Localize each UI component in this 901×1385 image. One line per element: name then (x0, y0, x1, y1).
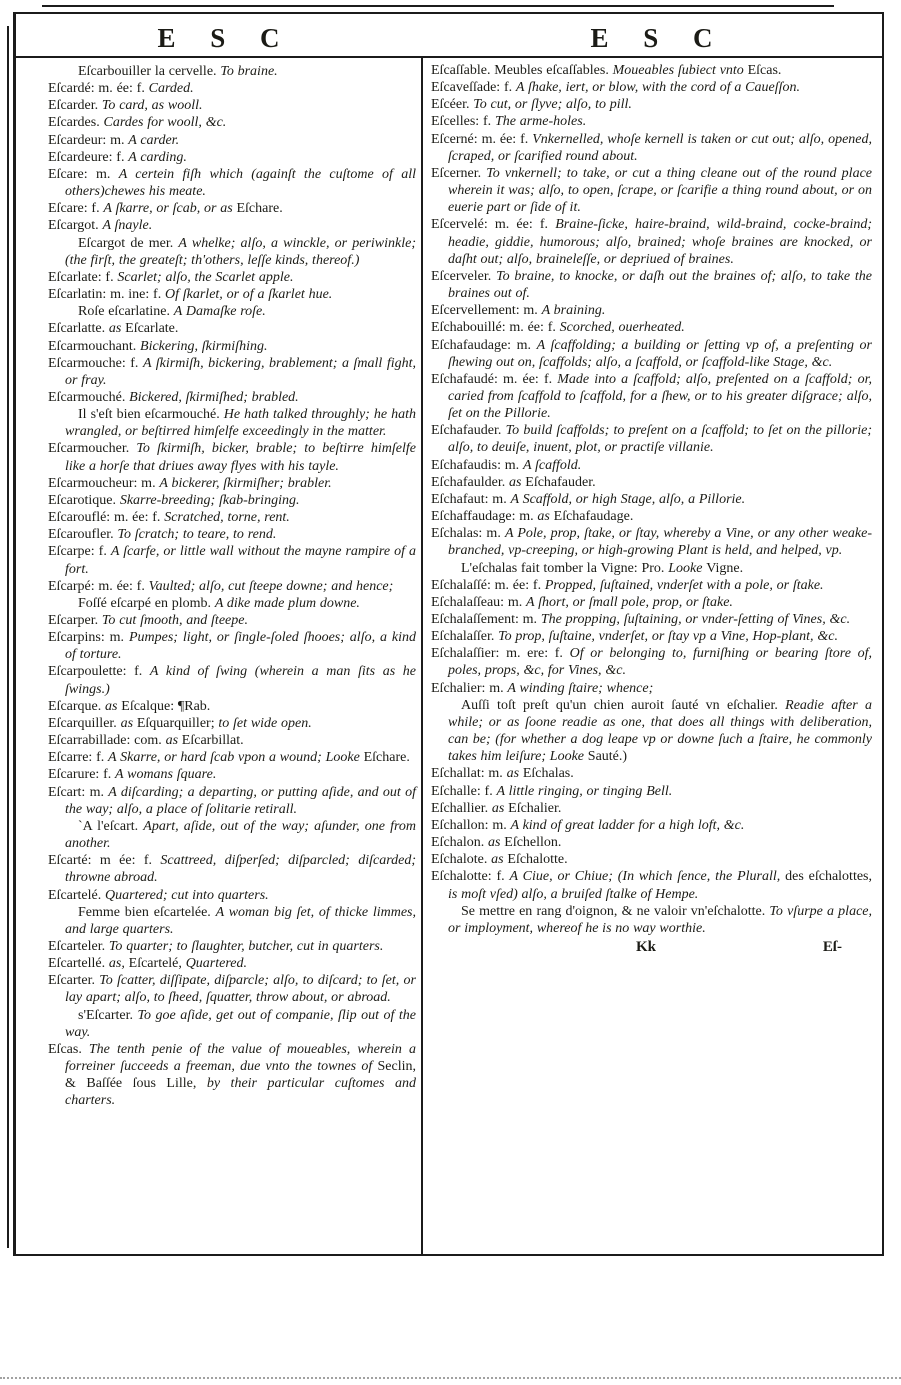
headword-text: Eſcardé: m. ée: f. (48, 81, 149, 97)
headword-text: Eſcarquiller. (48, 715, 121, 731)
dictionary-entry (431, 165, 872, 216)
dictionary-entry (431, 817, 872, 834)
dictionary-entry (48, 132, 416, 149)
gloss-text: A braining. (541, 303, 606, 319)
headword-text: Eſcas. (747, 63, 782, 78)
headword-text: Eſchafaudage: m. (431, 337, 537, 353)
dictionary-entry (48, 663, 416, 697)
gloss-text: The tenth penie of the value of moueables, wherein a forreiner ſucceeds a freeman, due vnto the townes of (65, 1041, 416, 1075)
gloss-text: Quartered. (185, 956, 247, 972)
headword-text: Eſcarmoucher. (48, 441, 137, 457)
gloss-text: as (537, 509, 554, 525)
gloss-text: A Ciue, or Chiue; (In which ſence, the Plurall, (509, 869, 786, 885)
dictionary-entry (431, 216, 872, 267)
headword-text: Eſchalaſſeau: m. (431, 594, 527, 610)
dictionary-subentry (48, 818, 416, 852)
gloss-text: A woman big ſet, of thicke limmes, and large quarters. (65, 904, 416, 937)
headword-text: Eſcarteler. (48, 938, 109, 954)
running-head-right: E S C (590, 23, 727, 53)
dictionary-entry (431, 680, 872, 697)
dictionary-entry (48, 80, 416, 97)
gloss-text: To goe aſide, get out of companie, ſlip out of the way. (65, 1007, 417, 1040)
dictionary-entry (48, 629, 416, 663)
signature-line (431, 938, 872, 956)
headword-text: Eſcarpe: f. (48, 544, 111, 560)
dictionary-entry (431, 113, 872, 130)
headword-text: Eſcarbouiller la cervelle. (78, 64, 221, 79)
headword-text: Eſchabouillé: m. ée: f. (431, 320, 560, 336)
gloss-text: To ſkirmiſh, bicker, brable; to beſtirre himſelfe like a horſe that driues away flyes with his tayle. (65, 441, 416, 474)
headword-text: Eſchalote. (431, 852, 492, 868)
running-head-left: E S C (157, 23, 294, 53)
headword-text: Eſchalier. (508, 800, 562, 816)
gloss-text: Braine-ſicke, haire-braind, wild-braind, cocke-braind; headie, giddie, humorous; alſo, brained; whoſe braines are knocked, or daſht out; alſo, braineleſſe, or depriued of braines. (448, 217, 872, 267)
dictionary-entry (431, 319, 872, 336)
headword-text: Eſcarter. (48, 973, 100, 989)
headword-text: Eſchafaulder. (431, 474, 510, 490)
dictionary-entry (431, 422, 872, 456)
page-bottom-edge (0, 1377, 901, 1379)
catchword: Eſ- (822, 938, 842, 955)
gloss-text: A bickerer, ſkirmiſher; brabler. (159, 475, 332, 491)
dictionary-entry (48, 114, 416, 131)
dictionary-entry (48, 543, 416, 577)
gloss-text: Bickering, ſkirmiſhing. (140, 338, 268, 354)
headword-text: Eſcargot de mer. (78, 235, 179, 251)
gloss-text: A Skarre, or hard ſcab vpon a wound; Looke (108, 750, 364, 766)
dictionary-entry (48, 749, 416, 766)
gloss-text: To ſcratch; to teare, to rend. (117, 527, 277, 543)
gloss-text: Pumpes; light, or ſingle-ſoled ſhooes; alſo, a kind of torture. (65, 630, 416, 663)
dictionary-entry (48, 526, 416, 543)
dictionary-entry (431, 868, 872, 902)
headword-text: Eſchalier: m. (431, 680, 508, 696)
dictionary-entry (431, 62, 872, 79)
headword-text: Seclin, & Baſſée ſous Lille, (65, 1059, 416, 1092)
dictionary-entry (48, 286, 416, 303)
headword-text: Eſcarre: f. (48, 750, 109, 766)
dictionary-entry (431, 371, 872, 422)
gloss-text: Moueables ſubiect vnto (612, 63, 748, 78)
page-frame (13, 12, 884, 1256)
gloss-text: A carding. (128, 149, 187, 165)
outer-left-rule (7, 26, 9, 1248)
dictionary-entry (48, 217, 416, 234)
dictionary-entry (48, 972, 416, 1006)
dictionary-entry (431, 491, 872, 508)
dictionary-entry (431, 268, 872, 302)
gloss-text: A whelke; alſo, a winckle, or periwinkle; (the firſt, the greateſt; th'others, leſſe kinds, thereof.) (65, 235, 416, 268)
headword-text: Eſcerveler. (431, 268, 497, 284)
headword-text: Eſchaffaudage: m. (431, 509, 538, 525)
gloss-text: Bickered, ſkirmiſhed; brabled. (129, 389, 299, 405)
headword-text: Eſcalque: ¶Rab. (121, 698, 211, 714)
headword-text: Eſcarlate: f. (48, 269, 118, 285)
gloss-text: as (120, 715, 137, 731)
gloss-text: A kind of ſwing (wherein a man ſits as he ſwings.) (65, 664, 416, 697)
dictionary-entry (48, 766, 416, 783)
headword-text: Eſchalotte: f. (431, 869, 510, 885)
dictionary-subentry (431, 697, 872, 766)
headword-text: Eſchalaſſier: m. ere: f. (431, 646, 570, 662)
headword-text: Eſcarure: f. (48, 767, 116, 783)
gloss-text: A Pole, prop, ſtake, or ſtay, whereby a Vine, or any other weake-branched, vp-creeping, or high-growing Plant is held, and helped, vp. (448, 526, 872, 559)
headword-text: Eſcarotique. (48, 492, 120, 508)
headword-text: Eſcart: m. (48, 784, 109, 800)
dictionary-entry (48, 578, 416, 595)
headword-text: Eſchafaudage. (553, 509, 634, 525)
dictionary-subentry (48, 406, 416, 440)
headword-text: Eſcarbillat. (181, 733, 244, 749)
headword-text: Eſcare: f. (48, 201, 104, 217)
dictionary-subentry (48, 235, 416, 269)
gloss-text: A ſkarre, or ſcab, or as (103, 201, 237, 217)
gloss-text: A little ringing, or tinging Bell. (496, 783, 673, 799)
gloss-text: as (491, 800, 509, 816)
headword-text: Eſchellon. (504, 835, 562, 851)
headword-text: Eſcardes. (48, 115, 104, 131)
dictionary-entry (48, 732, 416, 749)
gloss-text: A certein fiſh which (againſt the cuſtome of all others)chewes his meate. (65, 166, 416, 200)
dictionary-entry (431, 611, 872, 628)
dictionary-entry (431, 525, 872, 559)
headword-text: Eſcarper. (48, 613, 102, 628)
headword-text: Eſchafaut: m. (431, 491, 511, 507)
gloss-text: Vaulted; alſo, cut ſteepe downe; and hence; (148, 578, 394, 594)
headword-text: Eſcartellé. (48, 956, 109, 972)
gloss-text: To ſcatter, diſſipate, diſparcle; alſo, to diſcard; to ſet, or lay apart; alſo, to ſheed, ſquatter, throw about, or abroad. (65, 973, 416, 1006)
dictionary-entry (431, 302, 872, 319)
gloss-text: A winding ſtaire; whence; (507, 680, 654, 696)
gloss-text: as (488, 835, 505, 851)
gloss-text: Scratched, torne, rent. (164, 510, 290, 526)
dictionary-subentry (48, 63, 416, 80)
headword-text: Eſchare. (236, 201, 283, 217)
headword-text: Eſcarté: m ée: f. (48, 853, 161, 869)
headword-text: Eſchafauder. (431, 423, 506, 439)
gloss-text: as (491, 852, 508, 868)
gloss-text: as, (108, 956, 129, 972)
gloss-text: A kind of great ladder for a high loft, &c. (510, 817, 745, 833)
gloss-text: To braine, to knocke, or daſh out the braines of; alſo, to take the braines out of. (448, 268, 872, 302)
gloss-text: as (105, 698, 122, 714)
dictionary-entry (48, 1041, 416, 1110)
headword-text: L'eſchalas fait tomber la Vigne: Pro. (461, 560, 669, 576)
gloss-text: is moſt vſed) alſo, a bruiſed ſtalke of Hempe. (448, 886, 699, 902)
gloss-text: to ſet wide open. (218, 715, 312, 731)
dictionary-entry (48, 698, 416, 715)
dictionary-entry (431, 79, 872, 96)
headword-text: Eſcervellement: m. (431, 303, 542, 319)
gloss-text: Carded. (148, 81, 194, 97)
headword-text: Eſcas. (48, 1041, 89, 1057)
dictionary-entry (431, 800, 872, 817)
gloss-text: A Scaffold, or high Stage, alſo, a Pillorie. (510, 491, 746, 507)
dictionary-subentry (48, 904, 416, 938)
gloss-text: He hath talked throughly; he hath wrangled, or beſtirred himſelfe exceedingly in the matter. (65, 407, 416, 440)
dictionary-entry (48, 440, 416, 474)
gloss-text: A Damaſke roſe. (173, 304, 266, 320)
gloss-text: as (108, 321, 126, 337)
gloss-text: by their particular cuſtomes and charters. (65, 1076, 416, 1109)
dictionary-entry (48, 338, 416, 355)
dictionary-entry (48, 149, 416, 166)
dictionary-entry (431, 645, 872, 679)
gloss-text: A carder. (128, 132, 180, 148)
headword-text: Eſcartelé, (128, 956, 186, 972)
gloss-text: Readie after a while; or as ſoone readie as one, that does all things with deliberation, can be; (for whether a dog leape vp or downe ſuch a ſtaire, he commonly takes him leiſure; Looke (448, 697, 872, 765)
headword-text: Eſcaſſable. Meubles eſcaſſables. (431, 63, 613, 78)
headword-text: Eſchafauder. (525, 474, 596, 490)
dictionary-subentry (48, 595, 416, 612)
headword-text: Eſcarlate. (125, 321, 179, 337)
headword-text: Se mettre en rang d'oignon, & ne valoir vn'eſchalotte. (461, 903, 770, 919)
headword-text: Eſchafaudis: m. (431, 457, 523, 473)
headword-text: Eſcarpins: m. (48, 630, 129, 646)
headword-text: Eſcarlatte. (48, 321, 109, 337)
dictionary-entry (48, 320, 416, 337)
gloss-text: To card, as wooll. (101, 98, 203, 114)
dictionary-entry (431, 765, 872, 782)
outer-top-rule (42, 5, 834, 7)
gloss-text: To cut ſmooth, and ſteepe. (101, 613, 248, 628)
headword-text: Eſcare: m. (48, 166, 119, 182)
dictionary-entry (431, 783, 872, 800)
page-header (16, 14, 882, 58)
headword-text: Eſcarder. (48, 98, 102, 114)
right-column (423, 58, 882, 1254)
gloss-text: Of or belonging to, furniſhing or bearing ſtore of, poles, props, &c, for Vines, &c. (448, 646, 872, 679)
gloss-text: Scarlet; alſo, the Scarlet apple. (117, 269, 294, 285)
headword-text: Eſcéer. (431, 97, 474, 113)
gloss-text: To vnkernell; to take, or cut a thing cleane out of the round place wherein it was; alſo, to open, ſcrape, or ſcarifie a thing round about, or on euerie part or ſide of it. (448, 165, 872, 216)
gloss-text: A ſkirmiſh, bickering, brablement; a ſmall fight, or fray. (65, 355, 416, 388)
dictionary-entry (48, 887, 416, 904)
gloss-text: Skarre-breeding; ſkab-bringing. (119, 492, 300, 508)
gloss-text: A ſnayle. (102, 218, 153, 234)
gloss-text: To cut, or ſlyve; alſo, to pill. (473, 97, 632, 113)
headword-text: `A l'eſcart. (78, 818, 144, 834)
gloss-text: A dike made plum downe. (214, 595, 360, 611)
dictionary-entry (431, 474, 872, 491)
gloss-text: To quarter; to ſlaughter, butcher, cut in quarters. (108, 938, 384, 954)
dictionary-entry (48, 492, 416, 509)
dictionary-entry (431, 96, 872, 113)
gloss-text: Scattreed, diſperſed; diſparcled; diſcarded; throwne abroad. (65, 853, 416, 886)
dictionary-subentry (48, 303, 416, 320)
gloss-text: A womans ſquare. (115, 767, 217, 783)
headword-text: Eſchallier. (431, 800, 492, 816)
dictionary-entry (48, 938, 416, 955)
gloss-text: as (506, 766, 523, 782)
gloss-text: To build ſcaffolds; to preſent on a ſcaffold; to ſet on the pillorie; alſo, to deuiſe, inuent, plot, or practiſe villanie. (448, 423, 872, 456)
headword-text: Eſcaveſſade: f. (431, 80, 516, 96)
gloss-text: The propping, ſuſtaining, or vnder-ſetting of Vines, &c. (540, 612, 851, 627)
headword-text: Eſchalaſſé: m. ée: f. (431, 577, 545, 593)
headword-text: Il s'eſt bien eſcarmouché. (78, 407, 224, 423)
headword-text: Eſquarquiller; (136, 715, 219, 731)
gloss-text: Cardes for wooll, &c. (103, 115, 227, 131)
dictionary-entry (48, 389, 416, 406)
headword-text: Eſchalotte. (507, 852, 568, 868)
dictionary-entry (48, 852, 416, 886)
headword-text: Eſcarmouchant. (48, 338, 141, 354)
headword-text: Eſchallat: m. (431, 766, 507, 782)
headword-text: Eſchallon: m. (431, 817, 511, 833)
headword-text: Vigne. (706, 560, 744, 576)
headword-text: Eſcarpé: m. ée: f. (48, 578, 149, 594)
dictionary-subentry (48, 1007, 416, 1041)
headword-text: Eſchalaſſement: m. (431, 612, 541, 627)
dictionary-subentry (431, 903, 872, 937)
headword-text: Eſcelles: f. (431, 114, 495, 130)
dictionary-entry (431, 337, 872, 371)
dictionary-entry (48, 784, 416, 818)
gloss-text: Of ſkarlet, or of a ſkarlet hue. (164, 287, 333, 303)
headword-text: Eſcardeure: f. (48, 149, 129, 165)
dictionary-entry (431, 834, 872, 851)
dictionary-entry (48, 509, 416, 526)
gloss-text: Looke (668, 560, 707, 576)
headword-text: Eſchalas. (522, 766, 574, 782)
dictionary-entry (431, 508, 872, 525)
headword-text: Eſcarpoulette: f. (48, 664, 150, 680)
headword-text: Eſcaroufler. (48, 527, 118, 543)
dictionary-entry (431, 577, 872, 594)
text-columns (16, 58, 882, 1254)
headword-text: Eſcartelé. (48, 887, 106, 903)
headword-text: Eſcarmouche: f. (48, 355, 143, 371)
dictionary-entry (431, 594, 872, 611)
gloss-text: A ſcarfe, or little wall without the mayne rampire of a fort. (65, 544, 416, 577)
headword-text: Eſcarmoucheur: m. (48, 475, 160, 491)
gloss-text: To prop, ſuſtaine, vnderſet, or ſtay vp a Vine, Hop-plant, &c. (498, 629, 838, 645)
dictionary-entry (431, 851, 872, 868)
gloss-text: Quartered; cut into quarters. (105, 887, 269, 903)
gloss-text: Scorched, ouerheated. (559, 320, 685, 336)
headword-text: des eſchalottes, (785, 869, 872, 885)
gloss-text: To braine. (220, 64, 278, 79)
dictionary-entry (48, 269, 416, 286)
gloss-text: Apart, aſide, out of the way; aſunder, one from another. (65, 818, 416, 852)
dictionary-entry (431, 131, 872, 165)
dictionary-entry (431, 457, 872, 474)
headword-text: Eſchalaſſer. (431, 629, 499, 645)
dictionary-entry (48, 612, 416, 629)
headword-text: Eſcerner. (431, 165, 487, 181)
dictionary-entry (431, 628, 872, 645)
gloss-text: Made into a ſcaffold; alſo, preſented on a ſcaffold; or, caried from ſcaffold to ſcaffold, for a ſhew, or to his greater diſgrace; alſo, ſet on the Pillorie. (448, 371, 872, 422)
headword-text: Eſcarque. (48, 698, 106, 714)
headword-text: Eſcarmouché. (48, 389, 130, 405)
gloss-text: Vnkernelled, whoſe kernell is taken or cut out; alſo, opened, ſcraped, or ſcarified round about. (448, 131, 873, 164)
headword-text: Eſcarlatin: m. ine: f. (48, 287, 165, 303)
dictionary-entry (48, 200, 416, 217)
headword-text: Eſcarouflé: m. ée: f. (48, 510, 165, 526)
headword-text: Auſſi toſt preſt qu'un chien auroit ſauté vn eſchalier. (461, 697, 786, 713)
headword-text: Eſchalas: m. (431, 526, 505, 542)
gloss-text: Propped, ſuſtained, vnderſet with a pole, or ſtake. (544, 577, 824, 593)
headword-text: Femme bien eſcartelée. (78, 904, 216, 920)
headword-text: Foſſé eſcarpé en plomb. (78, 595, 215, 611)
gloss-text: To vſurpe a place, or imployment, whereof he is no way worthie. (448, 903, 872, 936)
dictionary-entry (48, 97, 416, 114)
headword-text: Eſcervelé: m. ée: f. (431, 217, 556, 233)
headword-text: Eſchare. (363, 750, 410, 766)
gloss-text: A diſcarding; a departing, or putting aſide, and out of the way; alſo, a place of ſolitarie retirall. (65, 784, 416, 817)
gloss-text: A ſcaffolding; a building or ſetting vp of, a preſenting or ſhewing out on, ſcaffolds; alſo, a ſcaffold, or ſcaffold-like Stage, &c. (448, 337, 873, 370)
gloss-text: A ſhake, iert, or blow, with the cord of a Caueſſon. (515, 80, 800, 96)
headword-text: Eſcargot. (48, 218, 103, 234)
headword-text: Eſchafaudé: m. ée: f. (431, 371, 558, 387)
headword-text: s'Eſcarter. (78, 1007, 138, 1023)
headword-text: Eſcerné: m. ée: f. (431, 131, 533, 147)
left-column (16, 58, 421, 1254)
headword-text: Sauté.) (587, 749, 628, 765)
dictionary-entry (48, 355, 416, 389)
dictionary-entry (48, 166, 416, 200)
gloss-text: as (509, 474, 526, 490)
gloss-text: A ſhort, or ſmall pole, prop, or ſtake. (526, 594, 733, 610)
headword-text: Eſchalle: f. (431, 783, 497, 799)
gathering-signature: Kk (636, 938, 657, 955)
dictionary-subentry (431, 560, 872, 577)
headword-text: Eſchalon. (431, 835, 489, 851)
gloss-text: The arme-holes. (494, 114, 587, 130)
dictionary-entry (48, 955, 416, 972)
gloss-text: as (165, 733, 182, 749)
headword-text: Eſcarrabillade: com. (48, 733, 166, 749)
gloss-text: A ſcaffold. (522, 457, 582, 473)
dictionary-entry (48, 475, 416, 492)
headword-text: Roſe eſcarlatine. (78, 304, 174, 320)
headword-text: Eſcardeur: m. (48, 132, 129, 148)
dictionary-entry (48, 715, 416, 732)
